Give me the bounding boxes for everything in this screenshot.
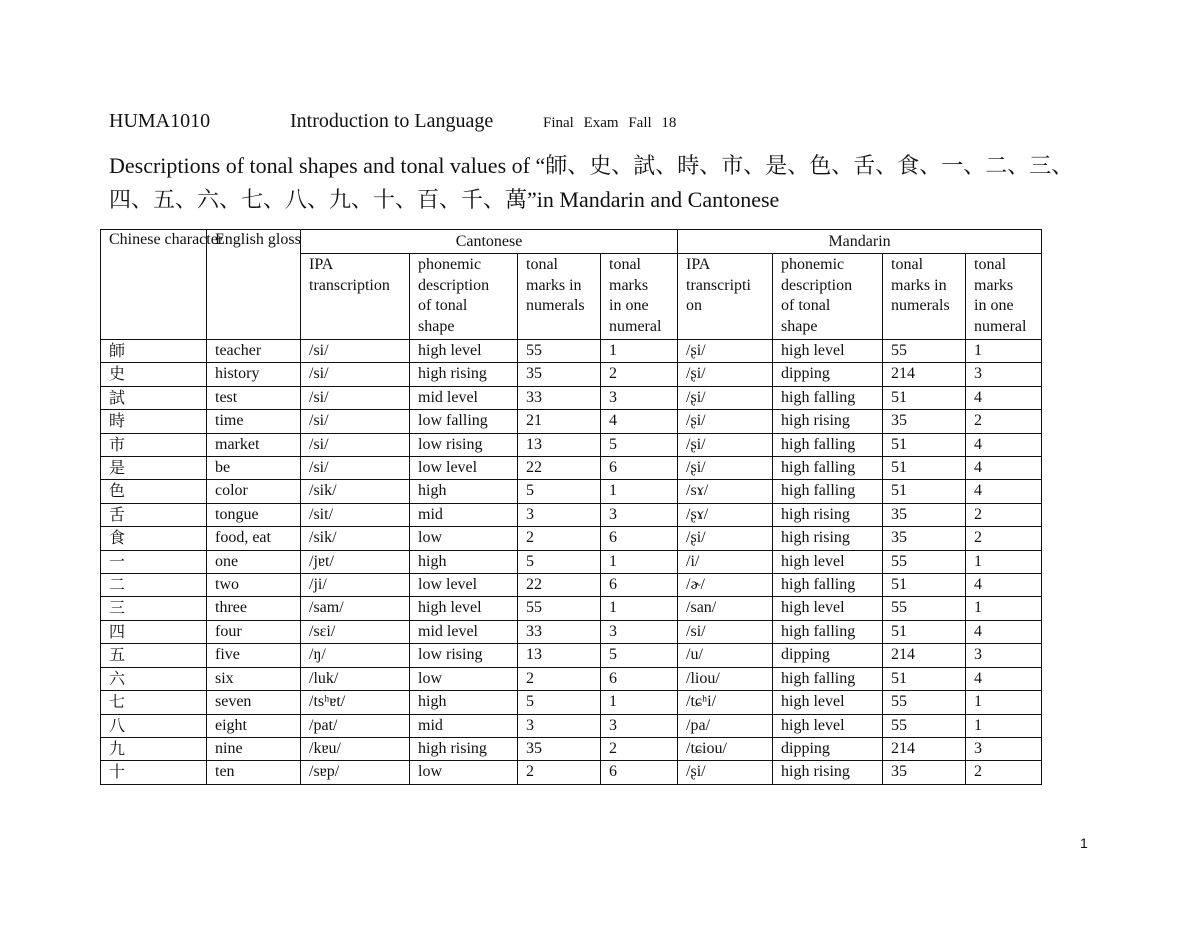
chinese-character-cell: 二 <box>101 574 207 597</box>
mandarin-numerals-cell: 51 <box>883 433 966 456</box>
mandarin-ipa-cell: /pa/ <box>678 714 773 737</box>
english-gloss-cell: nine <box>207 737 301 760</box>
table-row <box>101 480 1042 503</box>
english-gloss-cell: history <box>207 363 301 386</box>
mandarin-one-numeral-cell: 4 <box>966 480 1042 503</box>
cantonese-description-cell: mid level <box>410 386 518 409</box>
table-row <box>101 597 1042 620</box>
mandarin-one-numeral-cell: 4 <box>966 574 1042 597</box>
cantonese-ipa-cell: /tsʰɐt/ <box>301 691 410 714</box>
mandarin-description-cell: high rising <box>773 761 883 784</box>
chinese-character-cell: 舌 <box>101 503 207 526</box>
table-row <box>101 340 1042 363</box>
mandarin-ipa-cell: /ʂi/ <box>678 527 773 550</box>
chinese-character-cell: 六 <box>101 667 207 690</box>
cantonese-description-cell: high <box>410 480 518 503</box>
mandarin-ipa-cell: /liou/ <box>678 667 773 690</box>
mandarin-one-numeral-cell: 1 <box>966 597 1042 620</box>
cantonese-numerals-cell: 35 <box>518 363 601 386</box>
mandarin-description-cell: high level <box>773 691 883 714</box>
mandarin-description-cell: high rising <box>773 503 883 526</box>
mandarin-numerals-cell: 35 <box>883 527 966 550</box>
cantonese-numerals-cell: 22 <box>518 574 601 597</box>
mandarin-numerals-cell: 35 <box>883 503 966 526</box>
mandarin-numerals-cell: 35 <box>883 410 966 433</box>
cantonese-numerals-cell: 55 <box>518 340 601 363</box>
chinese-character-cell: 十 <box>101 761 207 784</box>
table-row <box>101 737 1042 760</box>
table-row <box>101 457 1042 480</box>
cantonese-ipa-cell: /sɛi/ <box>301 620 410 643</box>
mandarin-one-numeral-cell: 1 <box>966 340 1042 363</box>
table-row <box>101 714 1042 737</box>
cantonese-one-numeral-cell: 1 <box>601 597 678 620</box>
mandarin-ipa-cell: /ɚ/ <box>678 574 773 597</box>
mandarin-description-cell: high rising <box>773 410 883 433</box>
cantonese-one-numeral-cell: 1 <box>601 691 678 714</box>
table-row <box>101 410 1042 433</box>
mandarin-numerals-cell: 51 <box>883 574 966 597</box>
cantonese-numerals-cell: 2 <box>518 761 601 784</box>
cantonese-numerals-cell: 2 <box>518 527 601 550</box>
mandarin-description-cell: high level <box>773 550 883 573</box>
mandarin-ipa-cell: /si/ <box>678 620 773 643</box>
table-row <box>101 644 1042 667</box>
mandarin-one-numeral-cell: 4 <box>966 386 1042 409</box>
mandarin-one-numeral-cell: 2 <box>966 503 1042 526</box>
mandarin-description-cell: high level <box>773 340 883 363</box>
chinese-character-cell: 市 <box>101 433 207 456</box>
table-row <box>101 386 1042 409</box>
mandarin-description-cell: high rising <box>773 527 883 550</box>
english-gloss-cell: one <box>207 550 301 573</box>
table-body <box>101 340 1042 785</box>
table-row <box>101 433 1042 456</box>
cantonese-description-cell: low rising <box>410 644 518 667</box>
chinese-character-cell: 色 <box>101 480 207 503</box>
mandarin-ipa-cell: /ʂi/ <box>678 433 773 456</box>
cantonese-numerals-cell: 33 <box>518 620 601 643</box>
tone-table <box>100 229 1042 785</box>
page-number: 1 <box>1080 835 1088 851</box>
cantonese-description-cell: low level <box>410 574 518 597</box>
cantonese-ipa-cell: /ŋ/ <box>301 644 410 667</box>
cantonese-ipa-cell: /pat/ <box>301 714 410 737</box>
english-gloss-cell: ten <box>207 761 301 784</box>
table-row <box>101 527 1042 550</box>
cantonese-one-numeral-cell: 3 <box>601 386 678 409</box>
cantonese-ipa-cell: /si/ <box>301 363 410 386</box>
mandarin-description-cell: high level <box>773 714 883 737</box>
col-mandarin-ipa: IPA transcripti on <box>678 254 773 340</box>
mandarin-description-cell: high falling <box>773 457 883 480</box>
cantonese-one-numeral-cell: 6 <box>601 761 678 784</box>
cantonese-description-cell: low <box>410 761 518 784</box>
english-gloss-cell: five <box>207 644 301 667</box>
cantonese-numerals-cell: 21 <box>518 410 601 433</box>
table-row <box>101 574 1042 597</box>
mandarin-ipa-cell: /ʂi/ <box>678 386 773 409</box>
cantonese-description-cell: low level <box>410 457 518 480</box>
col-cantonese-one-numeral: tonal marks in one numeral <box>601 254 678 340</box>
mandarin-ipa-cell: /ʂi/ <box>678 340 773 363</box>
cantonese-numerals-cell: 3 <box>518 714 601 737</box>
mandarin-one-numeral-cell: 2 <box>966 761 1042 784</box>
english-gloss-cell: color <box>207 480 301 503</box>
mandarin-description-cell: high falling <box>773 574 883 597</box>
mandarin-ipa-cell: /tɕʰi/ <box>678 691 773 714</box>
cantonese-description-cell: low <box>410 527 518 550</box>
mandarin-description-cell: high falling <box>773 620 883 643</box>
mandarin-ipa-cell: /ʂi/ <box>678 363 773 386</box>
mandarin-one-numeral-cell: 1 <box>966 691 1042 714</box>
mandarin-numerals-cell: 214 <box>883 737 966 760</box>
cantonese-description-cell: high level <box>410 340 518 363</box>
mandarin-numerals-cell: 51 <box>883 667 966 690</box>
english-gloss-cell: market <box>207 433 301 456</box>
chinese-character-cell: 三 <box>101 597 207 620</box>
mandarin-description-cell: dipping <box>773 363 883 386</box>
english-gloss-cell: test <box>207 386 301 409</box>
mandarin-description-cell: high falling <box>773 667 883 690</box>
cantonese-ipa-cell: /sɐp/ <box>301 761 410 784</box>
cantonese-numerals-cell: 5 <box>518 691 601 714</box>
english-gloss-cell: food, eat <box>207 527 301 550</box>
exam-label: Final Exam Fall 18 <box>543 115 677 131</box>
cantonese-description-cell: mid <box>410 503 518 526</box>
mandarin-one-numeral-cell: 3 <box>966 737 1042 760</box>
mandarin-numerals-cell: 51 <box>883 386 966 409</box>
mandarin-description-cell: high level <box>773 597 883 620</box>
chinese-character-cell: 八 <box>101 714 207 737</box>
table-row <box>101 620 1042 643</box>
mandarin-numerals-cell: 55 <box>883 597 966 620</box>
document-title: Descriptions of tonal shapes and tonal values of “師、史、試、時、市、是、色、舌、食、一、二、三、四、五、六、七、八、九、十、百、千、萬”in Mandarin and Cantonese <box>109 153 1074 212</box>
mandarin-numerals-cell: 55 <box>883 550 966 573</box>
english-gloss-cell: six <box>207 667 301 690</box>
cantonese-ipa-cell: /luk/ <box>301 667 410 690</box>
cantonese-one-numeral-cell: 3 <box>601 714 678 737</box>
mandarin-one-numeral-cell: 4 <box>966 457 1042 480</box>
chinese-character-cell: 五 <box>101 644 207 667</box>
english-gloss-cell: be <box>207 457 301 480</box>
cantonese-ipa-cell: /sik/ <box>301 527 410 550</box>
cantonese-one-numeral-cell: 6 <box>601 527 678 550</box>
cantonese-ipa-cell: /sit/ <box>301 503 410 526</box>
cantonese-one-numeral-cell: 1 <box>601 550 678 573</box>
mandarin-numerals-cell: 214 <box>883 363 966 386</box>
mandarin-ipa-cell: /ʂɤ/ <box>678 503 773 526</box>
cantonese-one-numeral-cell: 5 <box>601 433 678 456</box>
course-title: Introduction to Language <box>290 110 494 132</box>
cantonese-description-cell: low falling <box>410 410 518 433</box>
mandarin-ipa-cell: /ʂi/ <box>678 410 773 433</box>
mandarin-numerals-cell: 51 <box>883 457 966 480</box>
chinese-character-cell: 食 <box>101 527 207 550</box>
cantonese-ipa-cell: /si/ <box>301 433 410 456</box>
cantonese-one-numeral-cell: 3 <box>601 503 678 526</box>
english-gloss-cell: two <box>207 574 301 597</box>
course-code: HUMA1010 <box>109 110 211 132</box>
mandarin-one-numeral-cell: 1 <box>966 714 1042 737</box>
cantonese-ipa-cell: /si/ <box>301 340 410 363</box>
cantonese-ipa-cell: /si/ <box>301 457 410 480</box>
group-cantonese: Cantonese <box>301 230 678 254</box>
chinese-character-cell: 九 <box>101 737 207 760</box>
mandarin-one-numeral-cell: 4 <box>966 620 1042 643</box>
mandarin-ipa-cell: /sɤ/ <box>678 480 773 503</box>
table-row <box>101 691 1042 714</box>
chinese-character-cell: 史 <box>101 363 207 386</box>
mandarin-one-numeral-cell: 4 <box>966 433 1042 456</box>
col-chinese-character: Chinese character <box>101 230 207 340</box>
chinese-character-cell: 時 <box>101 410 207 433</box>
cantonese-ipa-cell: /si/ <box>301 410 410 433</box>
cantonese-description-cell: high <box>410 550 518 573</box>
chinese-character-cell: 師 <box>101 340 207 363</box>
cantonese-numerals-cell: 5 <box>518 480 601 503</box>
cantonese-description-cell: high rising <box>410 363 518 386</box>
mandarin-numerals-cell: 35 <box>883 761 966 784</box>
chinese-character-cell: 七 <box>101 691 207 714</box>
english-gloss-cell: tongue <box>207 503 301 526</box>
group-mandarin: Mandarin <box>678 230 1042 254</box>
cantonese-one-numeral-cell: 5 <box>601 644 678 667</box>
mandarin-ipa-cell: /i/ <box>678 550 773 573</box>
mandarin-description-cell: dipping <box>773 737 883 760</box>
chinese-character-cell: 試 <box>101 386 207 409</box>
mandarin-ipa-cell: /san/ <box>678 597 773 620</box>
cantonese-one-numeral-cell: 3 <box>601 620 678 643</box>
cantonese-numerals-cell: 3 <box>518 503 601 526</box>
table-row <box>101 667 1042 690</box>
cantonese-description-cell: high rising <box>410 737 518 760</box>
col-cantonese-numerals: tonal marks in numerals <box>518 254 601 340</box>
english-gloss-cell: eight <box>207 714 301 737</box>
english-gloss-cell: time <box>207 410 301 433</box>
cantonese-one-numeral-cell: 1 <box>601 480 678 503</box>
cantonese-ipa-cell: /kɐu/ <box>301 737 410 760</box>
cantonese-numerals-cell: 5 <box>518 550 601 573</box>
table-row <box>101 503 1042 526</box>
table-header-row <box>101 230 1042 254</box>
mandarin-one-numeral-cell: 3 <box>966 644 1042 667</box>
mandarin-description-cell: dipping <box>773 644 883 667</box>
mandarin-ipa-cell: /ʂi/ <box>678 457 773 480</box>
chinese-character-cell: 四 <box>101 620 207 643</box>
cantonese-description-cell: mid level <box>410 620 518 643</box>
cantonese-numerals-cell: 13 <box>518 433 601 456</box>
mandarin-description-cell: high falling <box>773 480 883 503</box>
cantonese-ipa-cell: /sik/ <box>301 480 410 503</box>
cantonese-numerals-cell: 2 <box>518 667 601 690</box>
mandarin-ipa-cell: /tɕiou/ <box>678 737 773 760</box>
mandarin-numerals-cell: 55 <box>883 340 966 363</box>
cantonese-description-cell: low rising <box>410 433 518 456</box>
cantonese-ipa-cell: /si/ <box>301 386 410 409</box>
mandarin-one-numeral-cell: 4 <box>966 667 1042 690</box>
cantonese-numerals-cell: 22 <box>518 457 601 480</box>
col-cantonese-ipa: IPA transcription <box>301 254 410 340</box>
mandarin-ipa-cell: /ʂi/ <box>678 761 773 784</box>
cantonese-description-cell: high level <box>410 597 518 620</box>
mandarin-numerals-cell: 55 <box>883 691 966 714</box>
cantonese-one-numeral-cell: 4 <box>601 410 678 433</box>
cantonese-one-numeral-cell: 6 <box>601 457 678 480</box>
mandarin-description-cell: high falling <box>773 433 883 456</box>
mandarin-numerals-cell: 55 <box>883 714 966 737</box>
table-row <box>101 363 1042 386</box>
cantonese-description-cell: high <box>410 691 518 714</box>
mandarin-numerals-cell: 51 <box>883 620 966 643</box>
col-cantonese-description: phonemic description of tonal shape <box>410 254 518 340</box>
table-row <box>101 761 1042 784</box>
chinese-character-cell: 是 <box>101 457 207 480</box>
cantonese-ipa-cell: /jɐt/ <box>301 550 410 573</box>
mandarin-numerals-cell: 214 <box>883 644 966 667</box>
table-row <box>101 550 1042 573</box>
mandarin-one-numeral-cell: 3 <box>966 363 1042 386</box>
english-gloss-cell: seven <box>207 691 301 714</box>
cantonese-one-numeral-cell: 6 <box>601 667 678 690</box>
cantonese-one-numeral-cell: 1 <box>601 340 678 363</box>
document-header <box>109 110 676 136</box>
col-english-gloss: English gloss <box>207 230 301 340</box>
col-mandarin-description: phonemic description of tonal shape <box>773 254 883 340</box>
chinese-character-cell: 一 <box>101 550 207 573</box>
english-gloss-cell: four <box>207 620 301 643</box>
mandarin-numerals-cell: 51 <box>883 480 966 503</box>
cantonese-ipa-cell: /sam/ <box>301 597 410 620</box>
mandarin-ipa-cell: /u/ <box>678 644 773 667</box>
mandarin-one-numeral-cell: 2 <box>966 410 1042 433</box>
mandarin-one-numeral-cell: 1 <box>966 550 1042 573</box>
mandarin-one-numeral-cell: 2 <box>966 527 1042 550</box>
english-gloss-cell: three <box>207 597 301 620</box>
cantonese-one-numeral-cell: 2 <box>601 363 678 386</box>
english-gloss-cell: teacher <box>207 340 301 363</box>
col-mandarin-numerals: tonal marks in numerals <box>883 254 966 340</box>
cantonese-description-cell: mid <box>410 714 518 737</box>
cantonese-numerals-cell: 13 <box>518 644 601 667</box>
col-mandarin-one-numeral: tonal marks in one numeral <box>966 254 1042 340</box>
mandarin-description-cell: high falling <box>773 386 883 409</box>
cantonese-numerals-cell: 35 <box>518 737 601 760</box>
cantonese-one-numeral-cell: 6 <box>601 574 678 597</box>
cantonese-ipa-cell: /ji/ <box>301 574 410 597</box>
cantonese-numerals-cell: 55 <box>518 597 601 620</box>
cantonese-one-numeral-cell: 2 <box>601 737 678 760</box>
cantonese-description-cell: low <box>410 667 518 690</box>
cantonese-numerals-cell: 33 <box>518 386 601 409</box>
